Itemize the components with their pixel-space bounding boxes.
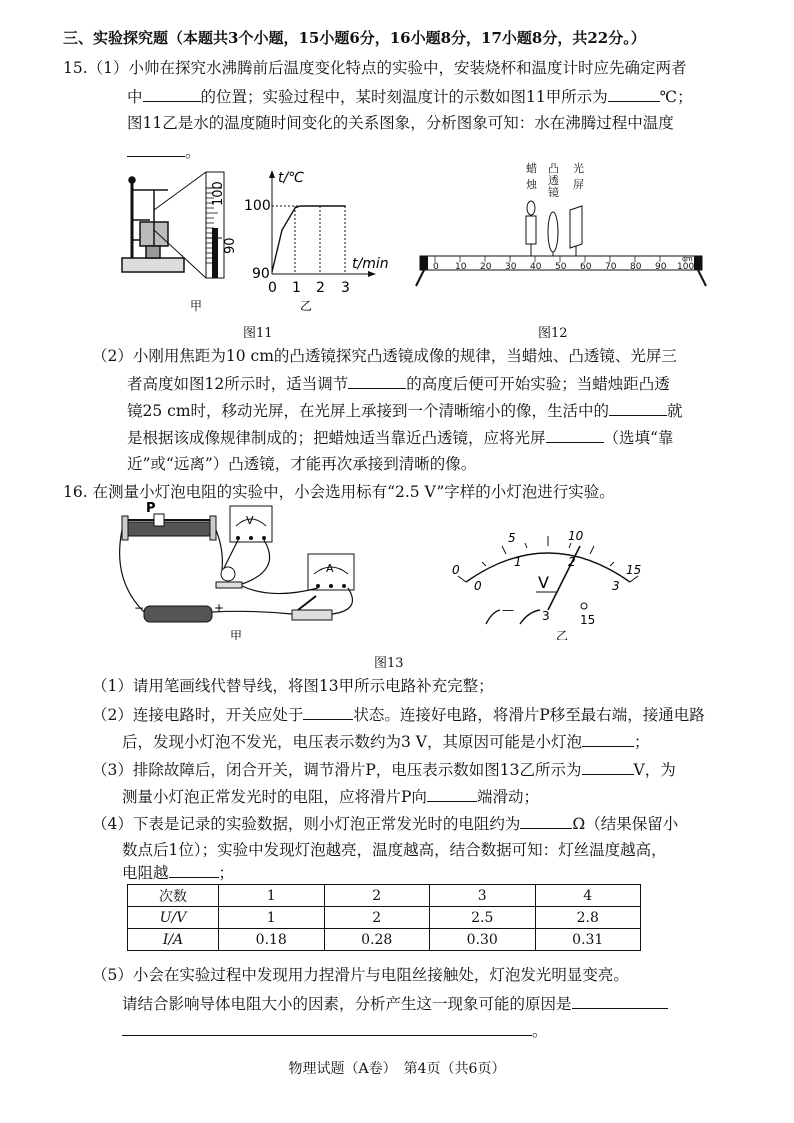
q15-2-line5: 近”或“远离”）凸透镜，才能再次承接到清晰的像。 [127, 455, 477, 473]
q15-line1: 15.（1）小帅在探究水沸腾前后温度变化特点的实验中，安装烧杯和温度计时应先确定两者 [63, 59, 687, 77]
y-tick-100: 100 [244, 198, 271, 214]
q16-5-line3: 。 [122, 1020, 548, 1041]
therm-100-label: 100 [211, 181, 226, 206]
x-tick-2: 2 [316, 280, 325, 296]
answer-blank-16-7[interactable] [572, 993, 668, 1009]
q16-3-line1: （3）排除故障后，闭合开关，调节滑片P，电压表示数如图13乙所示为 V，为 [92, 761, 676, 779]
bench-tick-0: 0 [433, 262, 439, 272]
table-cell: 2.5 [430, 907, 536, 929]
fig11-caption: 图11 [243, 326, 273, 341]
label-candle-1: 蜡 [526, 162, 537, 175]
svg-text:15: 15 [580, 613, 596, 627]
q16-4-line2: 数点后1位）；实验中发现灯泡越亮，温度越高，结合数据可知：灯丝温度越高， [122, 841, 667, 859]
figure-11 [110, 160, 400, 320]
data-table [127, 884, 641, 951]
table-row [128, 929, 641, 951]
answer-blank-16-4[interactable] [427, 786, 477, 802]
q16-intro: 16. 在测量小灯泡电阻的实验中，小会选用标有“2.5 V”字样的小灯泡进行实验。 [63, 483, 615, 501]
figure-12 [410, 160, 715, 300]
table-header-row [128, 885, 641, 907]
table-cell: 2.8 [535, 907, 641, 929]
svg-text:−: − [134, 601, 145, 615]
figure-13-dial [448, 520, 648, 640]
scale-upper-0: 0 [452, 563, 460, 577]
q16-5-line2: 请结合影响导体电阻大小的因素，分析产生这一现象可能的原因是 [122, 993, 668, 1014]
label-candle-2: 烛 [526, 178, 537, 191]
label-screen-2: 屏 [573, 178, 584, 191]
y-axis-label: t/℃ [278, 170, 304, 186]
bench-tick-10: 10 [455, 262, 467, 272]
svg-text:—: — [502, 603, 514, 617]
light-screen [570, 206, 582, 256]
label-lens-3: 镜 [548, 186, 559, 199]
bench-unit: cm [682, 255, 693, 263]
bench-tick-100: 100 [677, 262, 695, 272]
ammeter [308, 554, 354, 590]
x-tick-1: 1 [292, 280, 301, 296]
fig13-caption: 图13 [374, 656, 404, 671]
q16-1: （1）请用笔画线代替导线，将图13甲所示电路补充完整； [92, 677, 494, 695]
bench-tick-60: 60 [580, 262, 592, 272]
table-cell: 1 [219, 885, 325, 907]
q16-4-line1: （4）下表是记录的实验数据，则小灯泡正常发光时的电阻约为 Ω（结果保留小 [92, 815, 679, 833]
convex-lens [548, 212, 558, 256]
answer-blank-15-2[interactable] [608, 86, 660, 102]
scale-lower-3: 3 [612, 579, 620, 593]
q15-line3: 图11乙是水的温度随时间变化的关系图象，分析图象可知：水在沸腾过程中温度 [127, 114, 674, 132]
q15-line4: 。 [127, 141, 201, 162]
q16-2-line2: 后，发现小灯泡不发光，电压表示数约为3 V，其原因可能是小灯泡 ； [122, 733, 650, 751]
dial-symbol-v: V [538, 573, 549, 592]
fig13-label-a: 甲 [230, 629, 243, 640]
table-cell: 0.18 [219, 929, 325, 951]
fig11-label-a: 甲 [190, 299, 203, 313]
optical-bench [416, 255, 706, 286]
table-cell: 次数 [128, 885, 219, 907]
ammeter-symbol: A [326, 562, 334, 575]
dial-terminals [486, 603, 595, 627]
switch [292, 596, 332, 620]
fig11-label-b: 乙 [300, 299, 313, 313]
candle [526, 201, 536, 256]
temperature-graph [244, 170, 389, 296]
table-cell: 4 [535, 885, 641, 907]
bench-tick-90: 90 [655, 262, 667, 272]
answer-blank-15-5[interactable] [609, 400, 667, 416]
q16-3-line2: 测量小灯泡正常发光时的电阻，应将滑片P向 端滑动； [122, 788, 539, 806]
label-lens-2: 透 [548, 174, 559, 187]
answer-blank-15-3[interactable] [127, 141, 185, 157]
bench-tick-70: 70 [605, 262, 617, 272]
q15-2-line3: 镜25 cm时，移动光屏，在光屏上承接到一个清晰缩小的像，生活中的 就 [127, 402, 683, 420]
answer-blank-15-1[interactable] [143, 86, 201, 102]
fig13-label-b: 乙 [556, 629, 569, 640]
q16-4-line3: 电阻越 ； [122, 864, 235, 882]
label-screen-1: 光 [573, 162, 584, 175]
therm-90-label: 90 [223, 237, 238, 254]
table-cell: 1 [219, 907, 325, 929]
answer-blank-15-6[interactable] [546, 427, 604, 443]
x-axis-label: t/min [352, 256, 389, 272]
scale-lower-1: 1 [514, 555, 522, 569]
bench-tick-40: 40 [530, 262, 542, 272]
q15-2-line2: 者高度如图12所示时，适当调节 的高度后便可开始实验；当蜡烛距凸透 [127, 375, 670, 393]
q16-5-line1: （5）小会在实验过程中发现用力捏滑片与电阻丝接触处，灯泡发光明显变亮。 [92, 966, 629, 984]
answer-blank-16-1[interactable] [303, 704, 353, 720]
rheostat [122, 501, 216, 540]
battery [134, 601, 224, 622]
table-cell: 0.31 [535, 929, 641, 951]
q16-2-line1: （2）连接电路时，开关应处于 状态。连接好电路，将滑片P移至最右端，接通电路 [92, 706, 705, 724]
slider-label-p: P [146, 501, 156, 516]
svg-text:3: 3 [542, 609, 550, 623]
answer-blank-16-6[interactable] [169, 862, 219, 878]
voltmeter [230, 506, 272, 542]
bench-tick-20: 20 [480, 262, 492, 272]
fig12-caption: 图12 [538, 326, 568, 341]
figure-13-circuit [112, 500, 412, 640]
answer-blank-16-2[interactable] [582, 731, 634, 747]
table-cell: 3 [430, 885, 536, 907]
table-cell: 0.28 [324, 929, 430, 951]
table-cell: 2 [324, 907, 430, 929]
scale-lower-0: 0 [474, 579, 482, 593]
y-tick-90: 90 [252, 266, 270, 282]
bench-tick-50: 50 [555, 262, 567, 272]
voltmeter-symbol: V [246, 514, 254, 527]
scale-lower-2: 2 [568, 555, 576, 569]
table-cell: U/V [128, 907, 219, 929]
scale-upper-5: 5 [508, 531, 516, 545]
svg-text:+: + [214, 601, 225, 615]
q15-2-line4: 是根据该成像规律制成的；把蜡烛适当靠近凸透镜，应将光屏 （选填“靠 [127, 429, 674, 447]
scale-upper-10: 10 [568, 529, 584, 543]
bench-tick-80: 80 [630, 262, 642, 272]
answer-blank-16-5[interactable] [520, 813, 572, 829]
answer-blank-16-3[interactable] [582, 759, 634, 775]
q15-2-line1: （2）小刚用焦距为10 cm的凸透镜探究凸透镜成像的规律，当蜡烛、凸透镜、光屏三 [92, 347, 677, 365]
q15-line2: 中 的位置；实验过程中，某时刻温度计的示数如图11甲所示为 ℃； [127, 88, 693, 106]
section-header: 三、实验探究题（本题共3个小题，15小题6分，16小题8分，17小题8分，共22分。） [63, 29, 646, 47]
table-cell: 0.30 [430, 929, 536, 951]
table-cell: I/A [128, 929, 219, 951]
label-lens-1: 凸 [548, 162, 559, 175]
table-cell: 2 [324, 885, 430, 907]
answer-blank-16-8[interactable] [122, 1020, 532, 1036]
answer-blank-15-4[interactable] [348, 373, 406, 389]
page-footer: 物理试题（A卷） 第4页（共6页） [288, 1061, 506, 1077]
table-row [128, 907, 641, 929]
lamp [216, 567, 242, 588]
boiling-apparatus [122, 177, 184, 272]
thermometer-zoom [206, 172, 238, 278]
x-tick-0: 0 [268, 280, 277, 296]
x-tick-3: 3 [341, 280, 350, 296]
bench-tick-30: 30 [505, 262, 517, 272]
scale-upper-15: 15 [626, 563, 642, 577]
